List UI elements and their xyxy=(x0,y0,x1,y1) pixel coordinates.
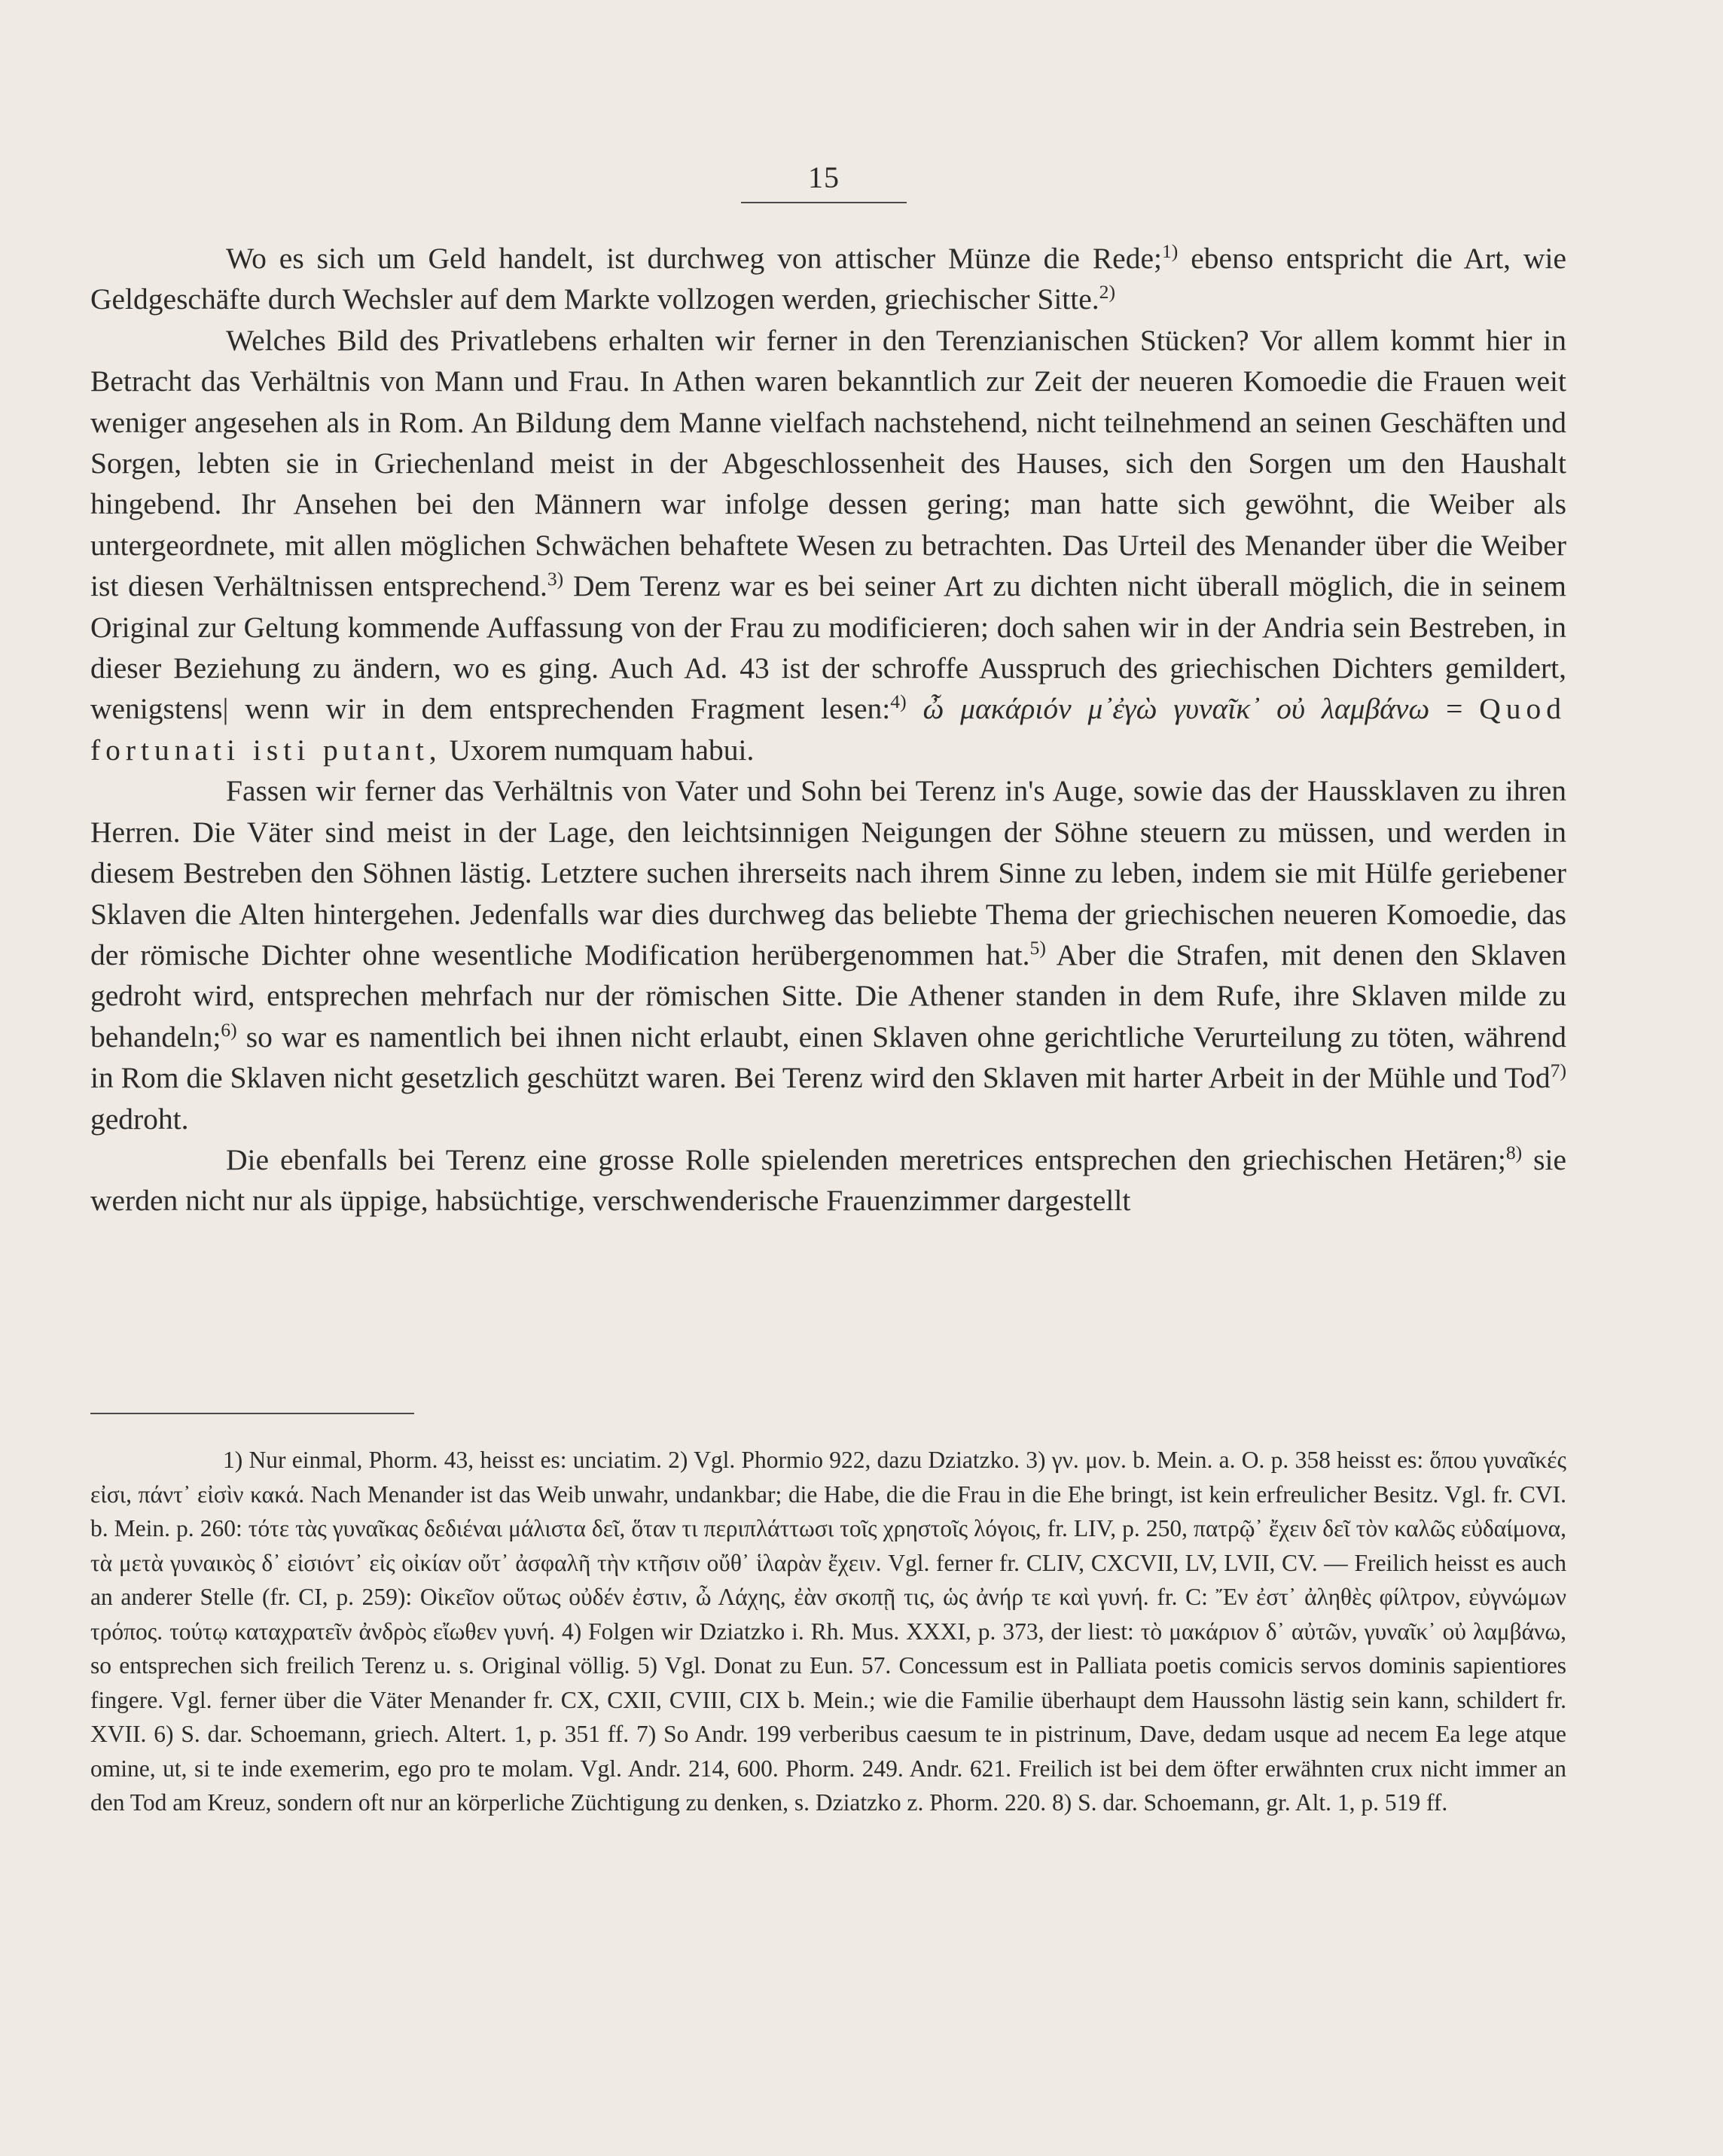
text-run: gedroht. xyxy=(90,1102,189,1136)
text-run: Welches Bild des Privatlebens erhalten wir ferner in den Terenzianischen Stücken? Vor allem kommt hier in Betracht das Verhältnis von Mann und Frau. In Athen waren bekanntlich zur Zeit der neueren Komoedie die Frauen weit weniger angesehen als in Rom. An Bildung dem Manne vielfach nachstehend, nicht teilnehmend an seinen Geschäften und Sorgen, lebten sie in Griechenland meist in der Abgeschlossenheit des Hauses, sich den Sorgen um den Haushalt hingebend. Ihr Ansehen bei den Männern war infolge dessen gering; man hatte sich gewöhnt, die Weiber als untergeordnete, mit allen möglichen Schwächen behaftete Wesen zu betrachten. Das Urteil des Menander über die Weiber ist diesen Verhältnissen entsprechend. xyxy=(90,323,1566,603)
footnote-rule xyxy=(90,1413,414,1414)
footnote-4: 4) Folgen wir Dziatzko i. Rh. Mus. XXXI, p. 373, der liest: τὸ μακάριον δ᾽ αὐτῶν, γυναῖκ᾽ οὐ λαμβάνω, so entsprechen sich freilich Terenz u. s. Original völlig. xyxy=(90,1618,1566,1679)
footnote-ref-5: 5) xyxy=(1029,936,1046,959)
footnote-ref-3: 3) xyxy=(547,568,564,590)
footnote-5: 5) Vgl. Donat zu Eun. 57. Concessum est in Palliata poetis comicis servos dominis sapientiores fingere. Vgl. ferner über die Väter Menander fr. CX, CXII, CVIII, CIX b. Mein.; wie die Familie überhaupt dem Haussohn lästig sein kann, schildert fr. XVII. xyxy=(90,1652,1566,1747)
text-run: Wo es sich um Geld handelt, ist durchweg von attischer Münze die Rede; xyxy=(226,242,1162,275)
text-run: Dem Terenz war es bei seiner Art zu dichten nicht überall möglich, die in seinem Original zur Geltung kommende Auffassung von der Frau zu modificieren; doch sahen wir in der Andria sein Bestreben, in dieser Beziehung zu ändern, wo es ging. Auch Ad. 43 ist der schroffe Ausspruch des griechischen Dichters gemildert, wenigstens| wenn wir in dem entsprechenden Fragment lesen: xyxy=(90,569,1566,726)
paragraph-3 xyxy=(90,770,1566,1139)
footnote-ref-7: 7) xyxy=(1550,1060,1566,1082)
footnote-8: 8) S. dar. Schoemann, gr. Alt. 1, p. 519 ff. xyxy=(1052,1789,1448,1816)
paragraph-4 xyxy=(90,1139,1566,1221)
footnote-ref-2: 2) xyxy=(1099,281,1116,303)
spaced-latin-quote: Quod fortunati isti putant, xyxy=(90,692,1567,767)
footnote-1: 1) Nur einmal, Phorm. 43, heisst es: unciatim. xyxy=(223,1447,669,1473)
text-run: Aber die Strafen, mit denen den Sklaven gedroht wird, entsprechen mehrfach nur der römischen Sitte. Die Athener standen in dem Rufe, ihre Sklaven milde zu behandeln; xyxy=(90,938,1566,1054)
text-run: Die ebenfalls bei Terenz eine grosse Rolle spielenden meretrices entsprechen den griechischen Hetären; xyxy=(226,1142,1506,1176)
footnote-ref-6: 6) xyxy=(221,1018,237,1041)
footnote-2: 2) Vgl. Phormio 922, dazu Dziatzko. xyxy=(668,1447,1026,1473)
text-run: sie werden nicht nur als üppige, habsüchtige, verschwenderische Frauenzimmer dargestellt xyxy=(90,1142,1566,1218)
footnote-block xyxy=(90,1443,1566,1820)
paragraph-2 xyxy=(90,320,1566,770)
main-text xyxy=(90,238,1566,1221)
text-run xyxy=(907,692,923,725)
text-run: = xyxy=(1429,692,1480,726)
text-run: Uxorem numquam habui. xyxy=(441,733,755,767)
text-run: Fassen wir ferner das Verhältnis von Vater und Sohn bei Terenz in's Auge, sowie das der Haussklaven zu ihren Herren. Die Väter sind meist in der Lage, den leichtsinnigen Neigungen der Söhne steuern zu müssen, und werden in diesem Bestreben den Söhnen lästig. Letztere suchen ihrerseits nach ihrem Sinne zu leben, indem sie mit Hülfe geriebener Sklaven die Alten hintergehen. Jedenfalls war dies durchweg das beliebte Thema der griechischen neueren Komoedie, das der römische Dichter ohne wesentliche Modification herübergenommen hat. xyxy=(90,774,1566,971)
footnote-3: 3) γν. μον. b. Mein. a. O. p. 358 heisst es: ὅπου γυναῖκές εἰσι, πάντ᾽ εἰσὶν κακά. Nach Menander ist das Weib unwahr, undankbar; die Habe, die die Frau in die Ehe bringt, ist kein erfreulicher Besitz. Vgl. fr. CVI. b. Mein. p. 260: τότε τὰς γυναῖκας δεδιέναι μάλιστα δεῖ, ὅταν τι περιπλάττωσι τοῖς χρηστοῖς λόγοις, fr. LIV, p. 250, πατρῷ᾽ ἔχειν δεῖ τὸν καλῶς εὐδαίμονα, τὰ μετὰ γυναικὸς δ᾽ εἰσιόντ᾽ εἰς οἰκίαν οὔτ᾽ ἀσφαλῆ τὴν κτῆσιν οὔθ᾽ ἱλαρὰν ἔχειν. Vgl. ferner fr. CLIV, CXCVII, LV, LVII, CV. — Freilich heisst es auch an anderer Stelle (fr. CI, p. 259): Οἰκεῖον οὕτως οὐδέν ἐστιν, ὦ Λάχης, ἐὰν σκοπῇ τις, ὡς ἀνήρ τε καὶ γυνή. fr. C: Ἔν ἐστ᾽ ἀληθὲς φίλτρον, εὐγνώμων τρόπος. τούτῳ καταχρατεῖν ἀνδρὸς εἴωθεν γυνή. xyxy=(90,1447,1566,1645)
paragraph-1 xyxy=(90,238,1566,320)
greek-quote: ὦ μακάριόν μ᾽ἐγὼ γυναῖκ᾽ οὐ λαμβάνω xyxy=(922,692,1430,726)
footnote-ref-4: 4) xyxy=(890,691,907,713)
footnote-ref-1: 1) xyxy=(1161,239,1179,262)
text-run: so war es namentlich bei ihnen nicht erlaubt, einen Sklaven ohne gerichtliche Verurteilung zu töten, während in Rom die Sklaven nicht gesetzlich geschützt waren. Bei Terenz wird den Sklaven mit harter Arbeit in der Mühle und Tod xyxy=(90,1020,1566,1095)
footnote-6: 6) S. dar. Schoemann, griech. Altert. 1, p. 351 ff. xyxy=(154,1721,636,1747)
footnote-7: 7) So Andr. 199 verberibus caesum te in pistrinum, Dave, dedam usque ad necem Ea lege atque omine, ut, si te inde exemerim, ego pro te molam. Vgl. Andr. 214, 600. Phorm. 249. Andr. 621. Freilich ist bei dem öfter erwähnten crux nicht immer an den Tod am Kreuz, sondern oft nur an körperliche Züchtigung zu denken, s. Dziatzko z. Phorm. 220. xyxy=(90,1721,1566,1816)
page-number: 15 xyxy=(808,160,840,194)
footnote-ref-8: 8) xyxy=(1505,1141,1523,1163)
footnotes xyxy=(90,1443,1566,1820)
page-number-rule xyxy=(741,202,907,203)
text-run: ebenso entspricht die Art, wie Geldgeschäfte durch Wechsler auf dem Markte vollzogen werden, griechischer Sitte. xyxy=(90,242,1567,316)
